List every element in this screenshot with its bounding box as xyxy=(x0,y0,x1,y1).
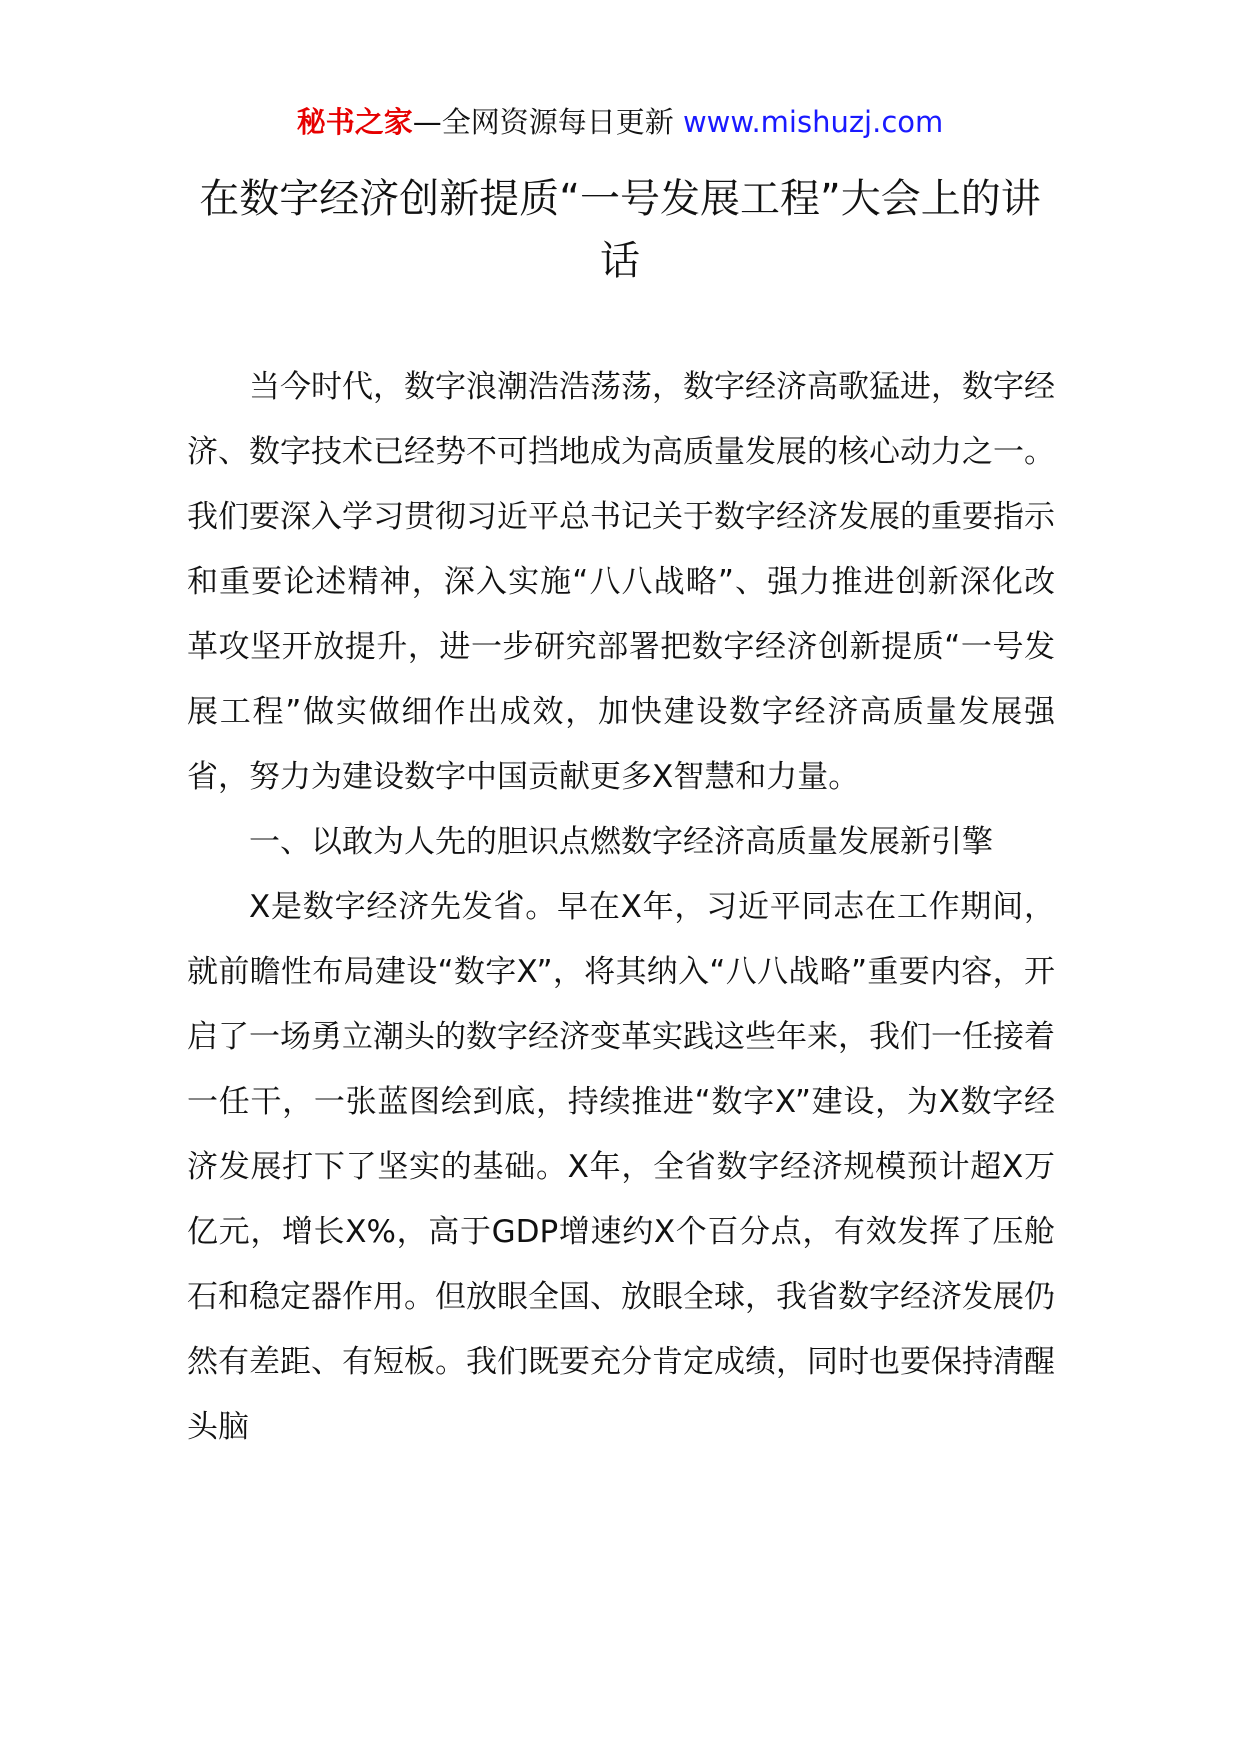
document-title: 在数字经济创新提质“一号发展工程”大会上的讲话 xyxy=(199,176,1041,284)
document-body xyxy=(187,355,1055,1460)
paragraph-section-1: X是数字经济先发省。早在X年，习近平同志在工作期间，就前瞻性布局建设“数字X”，将其纳入“八八战略”重要内容，开启了一场勇立潮头的数字经济变革实践这些年来，我们一任接着一任干，一张蓝图绘到底，持续推进“数字X”建设，为X数字经济发展打下了坚实的基础。X年，全省数字经济规模预计超X万亿元，增长X%，高于GDP增速约X个百分点，有效发挥了压舱石和稳定器作用。但放眼全国、放眼全球，我省数字经济发展仍然有差距、有短板。我们既要充分肯定成绩，同时也要保持清醒头脑 xyxy=(187,889,1055,1445)
watermark-header xyxy=(0,102,1240,142)
brand-slogan: —全网资源每日更新 xyxy=(412,105,674,139)
section-heading-1: 一、以敢为人先的胆识点燃数字经济高质量发展新引擎 xyxy=(249,824,993,860)
site-url: www.mishuzj.com xyxy=(682,105,944,139)
paragraph-intro: 当今时代，数字浪潮浩浩荡荡，数字经济高歌猛进，数字经济、数字技术已经势不可挡地成为高质量发展的核心动力之一。我们要深入学习贯彻习近平总书记关于数字经济发展的重要指示和重要论述精神，深入实施“八八战略”、强力推进创新深化改革攻坚开放提升，进一步研究部署把数字经济创新提质“一号发展工程”做实做细作出成效，加快建设数字经济高质量发展强省，努力为建设数字中国贡献更多X智慧和力量。 xyxy=(187,369,1055,795)
brand-name: 秘书之家 xyxy=(296,105,413,139)
